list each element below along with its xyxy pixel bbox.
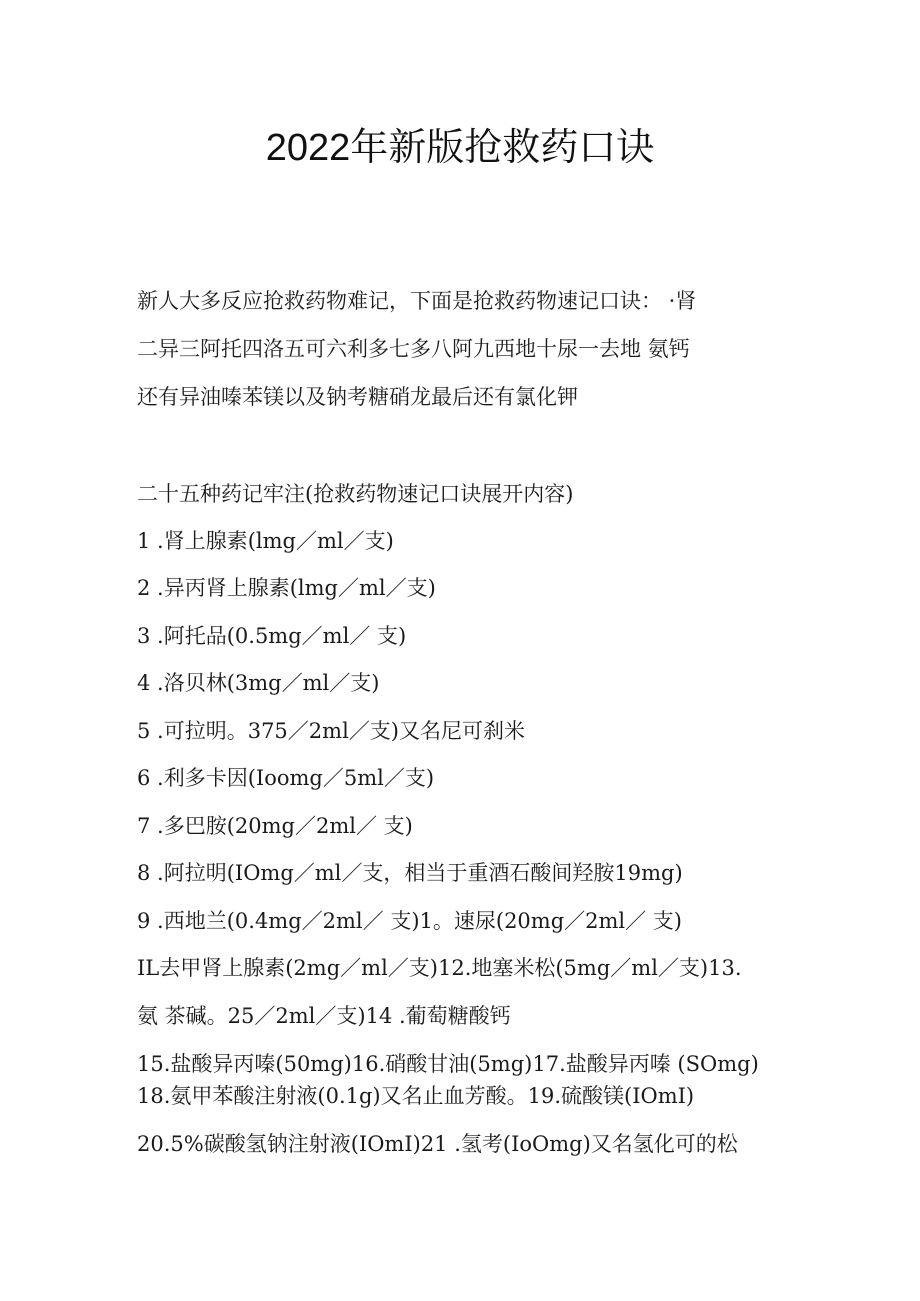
intro-line-2: 二异三阿托四洛五可六利多七多八阿九西地十尿一去地 氨钙 bbox=[137, 337, 690, 361]
intro-line-3: 还有异油嗪苯镁以及钠考糖硝龙最后还有氯化钾 bbox=[137, 385, 578, 409]
intro-line-1: 新人大多反应抢救药物难记，下面是抢救药物速记口诀： ·肾 bbox=[137, 289, 697, 313]
list-item: IL去甲肾上腺素(2mg／ml／支)12.地塞米松(5mg／ml／支)13. bbox=[137, 956, 742, 980]
list-item: 氨 茶碱。25／2ml／支)14 .葡萄糖酸钙 bbox=[137, 1004, 511, 1028]
list-item: 20.5%碳酸氢钠注射液(IOmI)21 .氢考(IoOmg)又名氢化可的松 bbox=[137, 1132, 738, 1156]
list-item: 9 .西地兰(0.4mg／2ml／ 支)1。速尿(20mg／2ml／ 支) bbox=[137, 909, 683, 933]
list-item: 5 .可拉明。375／2ml／支)又名尼可刹米 bbox=[137, 719, 525, 743]
list-item: 6 .利多卡因(Ioomg／5ml／支) bbox=[137, 766, 435, 790]
list-item: 15.盐酸异丙嗪(50mg)16.硝酸甘油(5mg)17.盐酸异丙嗪 (SOmg) bbox=[137, 1052, 759, 1076]
section-heading: 二十五种药记牢注(抢救药物速记口诀展开内容) bbox=[137, 482, 574, 506]
list-item: 1 .肾上腺素(lmg／ml／支) bbox=[137, 529, 394, 553]
list-item: 18.氨甲苯酸注射液(0.1g)又名止血芳酸。19.硫酸镁(IOmI) bbox=[137, 1084, 695, 1108]
document-title: 2022年新版抢救药口诀 bbox=[265, 127, 655, 169]
list-item: 2 .异丙肾上腺素(lmg／ml／支) bbox=[137, 576, 436, 600]
list-item: 7 .多巴胺(20mg／2ml／ 支) bbox=[137, 814, 413, 838]
list-item: 4 .洛贝林(3mg／ml／支) bbox=[137, 671, 380, 695]
list-item: 3 .阿托品(0.5mg／ml／ 支) bbox=[137, 624, 407, 648]
list-item: 8 .阿拉明(IOmg／ml／支，相当于重酒石酸间羟胺19mg) bbox=[137, 861, 683, 885]
